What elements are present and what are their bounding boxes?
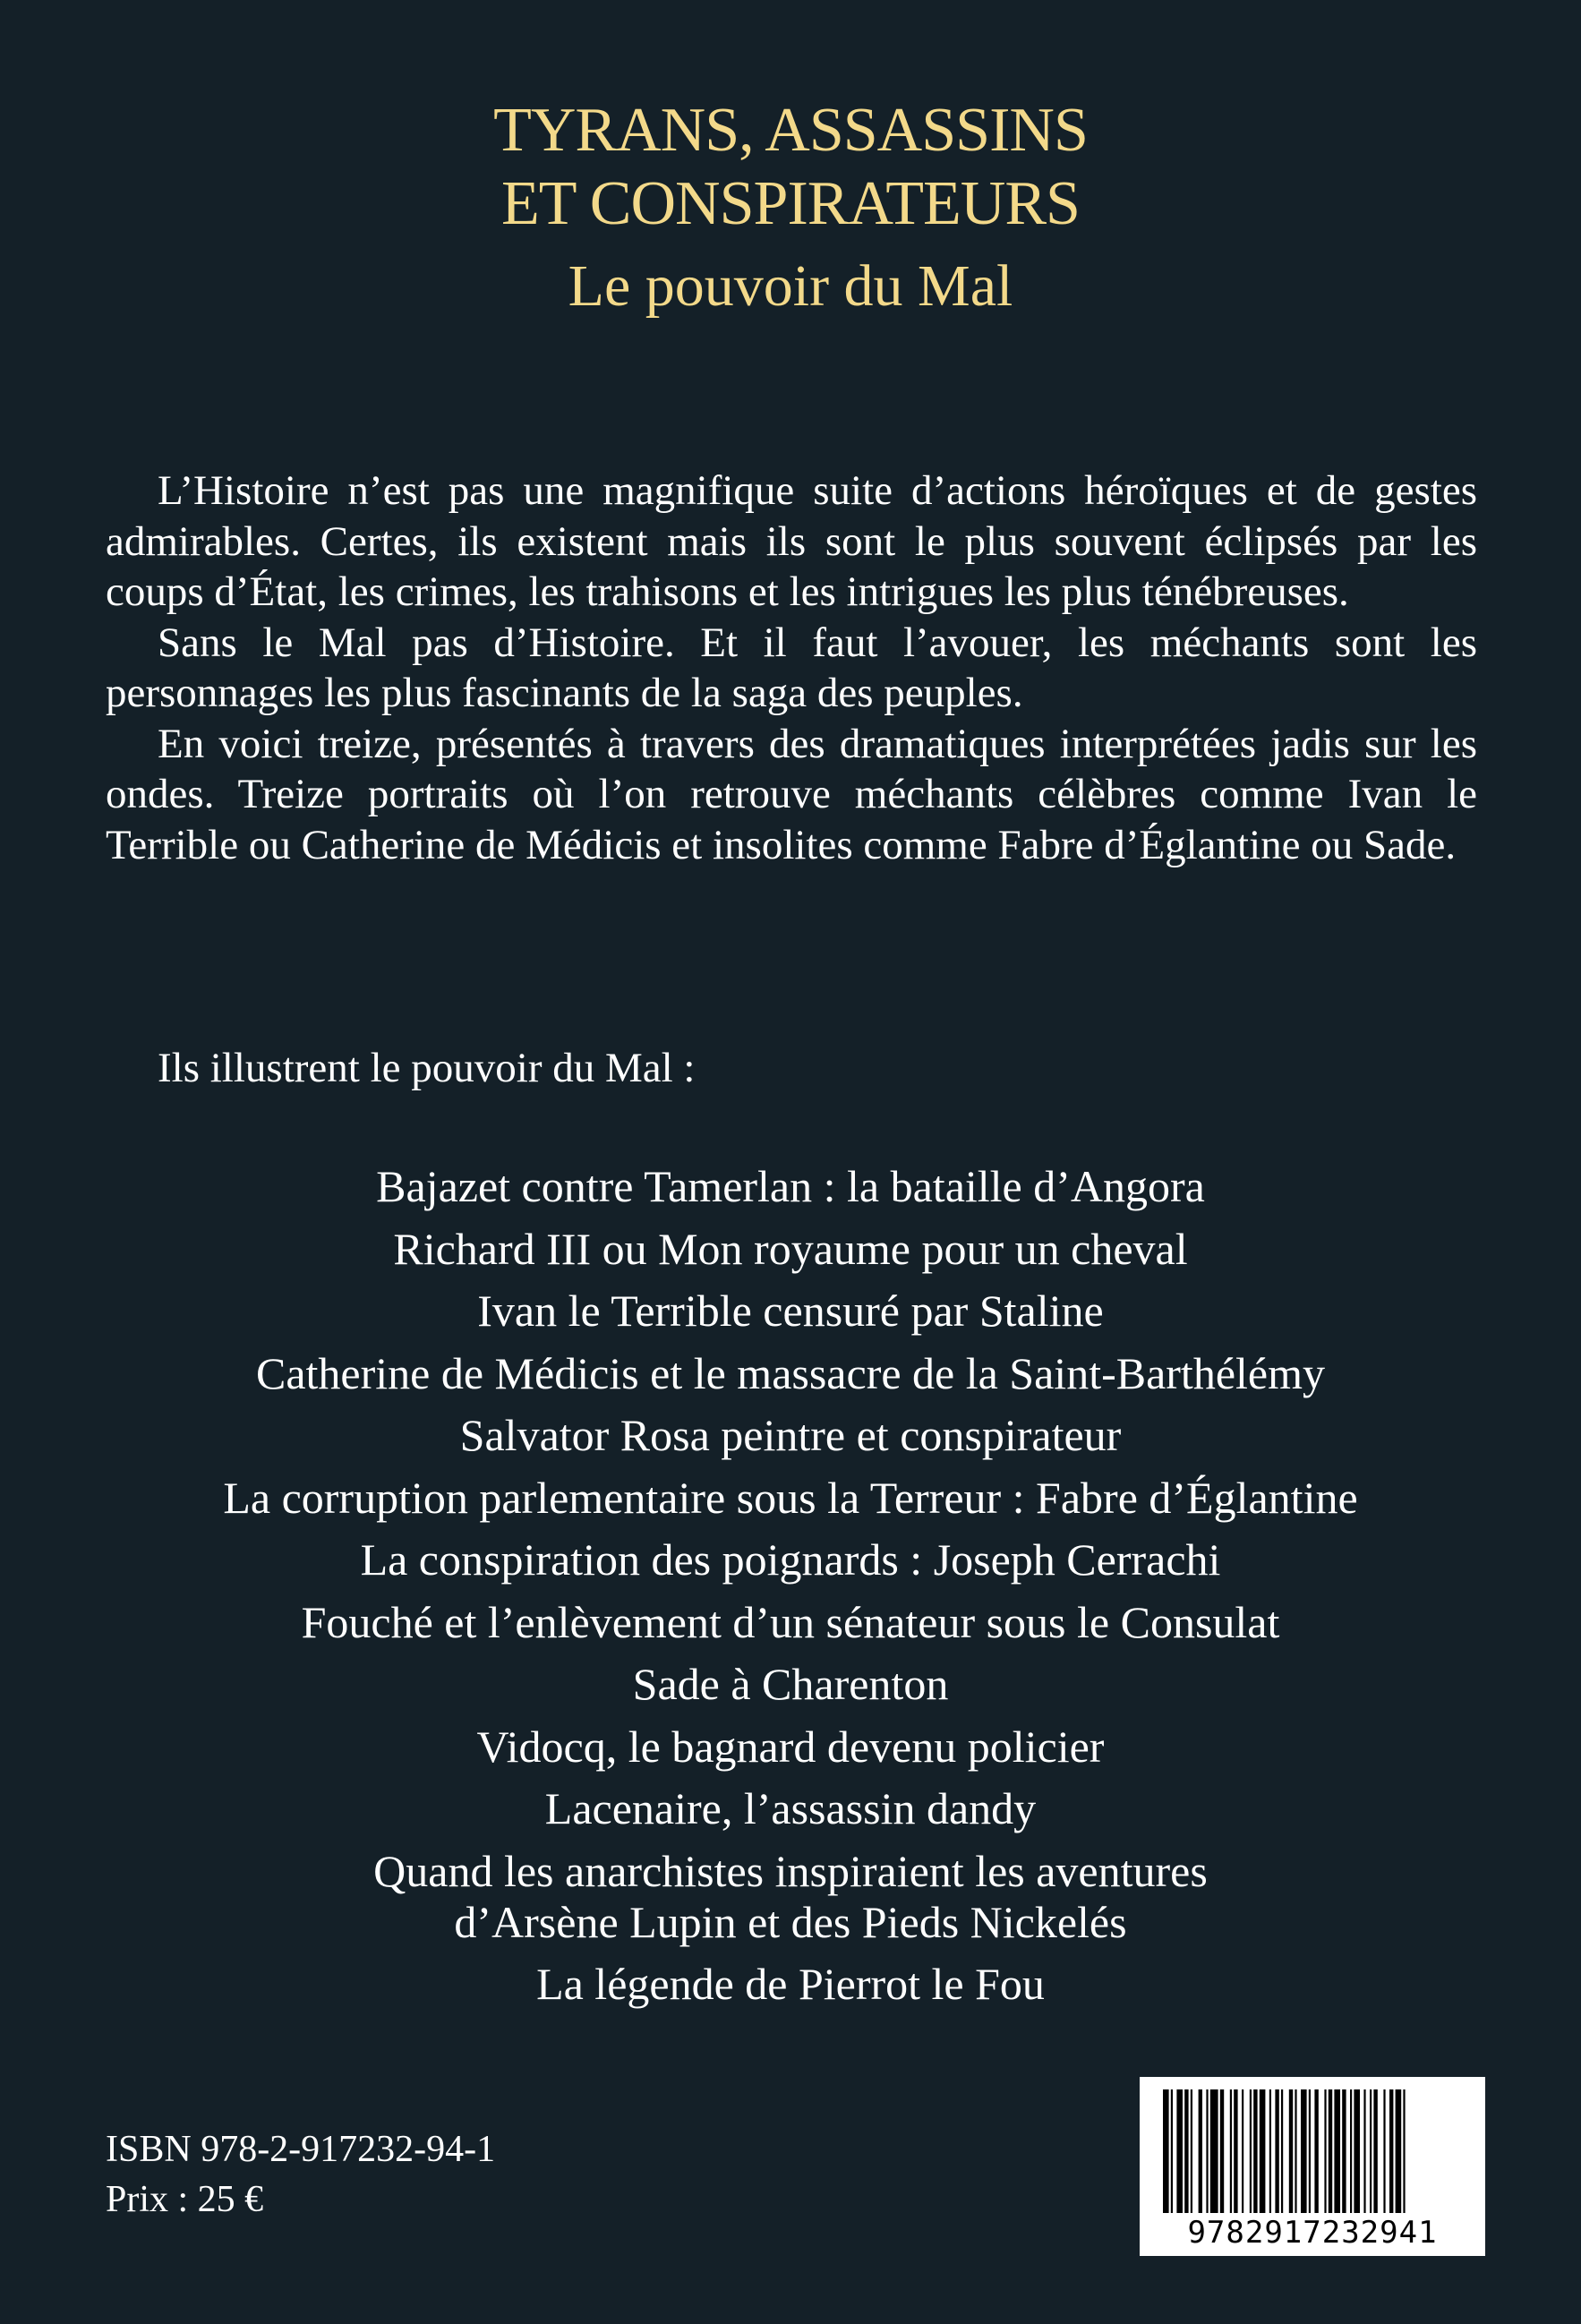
list-item bbox=[0, 1841, 1581, 1953]
list-item: La corruption parlementaire sous la Terreur : Fabre d’Églantine bbox=[223, 1472, 1358, 1523]
barcode-bar bbox=[1350, 2089, 1352, 2213]
list-item: Catherine de Médicis et le massacre de la Saint-Barthélémy bbox=[256, 1347, 1325, 1398]
barcode-bar bbox=[1206, 2089, 1208, 2213]
barcode-bar bbox=[1210, 2089, 1218, 2213]
barcode-bar bbox=[1199, 2089, 1202, 2213]
blurb bbox=[106, 466, 1477, 870]
isbn-block bbox=[106, 2124, 495, 2225]
barcode-bar bbox=[1314, 2089, 1318, 2213]
barcode-bar bbox=[1250, 2089, 1252, 2213]
barcode-bar bbox=[1301, 2089, 1307, 2213]
barcode-bar bbox=[1396, 2089, 1402, 2213]
blurb-paragraph: En voici treize, présentés à travers des dramatiques interprétées jadis sur les ondes. Treize portraits où l’on retrouve méchants célèbres comme Ivan le Terrible ou Catherine de Médicis et insolites comme Fabre d’Églantine ou Sade. bbox=[106, 720, 1477, 868]
isbn: ISBN 978-2-917232-94-1 bbox=[106, 2129, 496, 2170]
barcode-bar bbox=[1324, 2089, 1326, 2213]
barcode-bars bbox=[1140, 2077, 1485, 2220]
list-item: Ivan le Terrible censuré par Staline bbox=[477, 1286, 1104, 1336]
barcode-bar bbox=[1354, 2089, 1360, 2213]
book-title-line-2: ET CONSPIRATEURS bbox=[501, 169, 1080, 238]
blurb-paragraph: Sans le Mal pas d’Histoire. Et il faut l’avouer, les méchants sont les personnages les plus fascinants de la saga des peuples. bbox=[106, 619, 1477, 716]
barcode-bar bbox=[1383, 2089, 1385, 2213]
list-item: Bajazet contre Tamerlan : la bataille d’Angora bbox=[376, 1161, 1205, 1211]
list-item: Richard III ou Mon royaume pour un cheval bbox=[393, 1223, 1188, 1274]
barcode-bar bbox=[1389, 2089, 1393, 2213]
barcode-bar bbox=[1370, 2089, 1372, 2213]
barcode-bar bbox=[1242, 2089, 1243, 2213]
barcode-bar bbox=[1234, 2089, 1237, 2213]
barcode-bar bbox=[1176, 2089, 1183, 2213]
barcode-bar bbox=[1295, 2089, 1296, 2213]
blurb-paragraph: L’Histoire n’est pas une magnifique suite d’actions héroïques et de gestes admirables. Certes, ils existent mais ils sont le plus souvent éclipsés par les coups d’État, les crimes, les trahisons et les intrigues les plus ténébreuses. bbox=[106, 467, 1477, 615]
book-subtitle: Le pouvoir du Mal bbox=[568, 253, 1013, 319]
barcode-bar bbox=[1184, 2089, 1188, 2213]
barcode-bar bbox=[1191, 2089, 1192, 2213]
barcode-bar bbox=[1269, 2089, 1271, 2213]
title-block bbox=[0, 94, 1581, 325]
barcode-bar bbox=[1334, 2089, 1340, 2213]
barcode-bar bbox=[1171, 2089, 1173, 2213]
list-item: Sade à Charenton bbox=[632, 1659, 949, 1709]
list-intro: Ils illustrent le pouvoir du Mal : bbox=[158, 1045, 696, 1091]
list-item: La légende de Pierrot le Fou bbox=[536, 1958, 1045, 2009]
list-item-line: Quand les anarchistes inspiraient les aventures bbox=[373, 1845, 1208, 1896]
barcode-bar bbox=[1373, 2089, 1377, 2213]
episode-list bbox=[0, 1156, 1581, 2015]
list-item: Vidocq, le bagnard devenu policier bbox=[476, 1721, 1105, 1772]
list-item-line: d’Arsène Lupin et des Pieds Nickelés bbox=[454, 1896, 1127, 1947]
barcode bbox=[1140, 2077, 1485, 2256]
list-item: La conspiration des poignards : Joseph Cerrachi bbox=[360, 1534, 1221, 1585]
barcode-bar bbox=[1281, 2089, 1283, 2213]
list-item: Fouché et l’enlèvement d’un sénateur sous le Consulat bbox=[301, 1596, 1280, 1647]
barcode-bar bbox=[1220, 2089, 1224, 2213]
barcode-number: 9782917232941 bbox=[1187, 2215, 1438, 2251]
list-item: Salvator Rosa peintre et conspirateur bbox=[459, 1410, 1122, 1460]
price: Prix : 25 € bbox=[106, 2179, 264, 2220]
barcode-bar bbox=[1289, 2089, 1293, 2213]
book-title-line-1: TYRANS, ASSASSINS bbox=[493, 96, 1088, 165]
barcode-bar bbox=[1363, 2089, 1365, 2213]
barcode-bar bbox=[1230, 2089, 1232, 2213]
barcode-bar bbox=[1275, 2089, 1278, 2213]
list-item: Lacenaire, l’assassin dandy bbox=[544, 1783, 1037, 1833]
barcode-bar bbox=[1309, 2089, 1311, 2213]
barcode-bar bbox=[1253, 2089, 1257, 2213]
barcode-bar bbox=[1163, 2089, 1169, 2213]
barcode-bar bbox=[1329, 2089, 1332, 2213]
barcode-bar bbox=[1260, 2089, 1266, 2213]
barcode-bar bbox=[1342, 2089, 1346, 2213]
barcode-bar bbox=[1403, 2089, 1405, 2213]
